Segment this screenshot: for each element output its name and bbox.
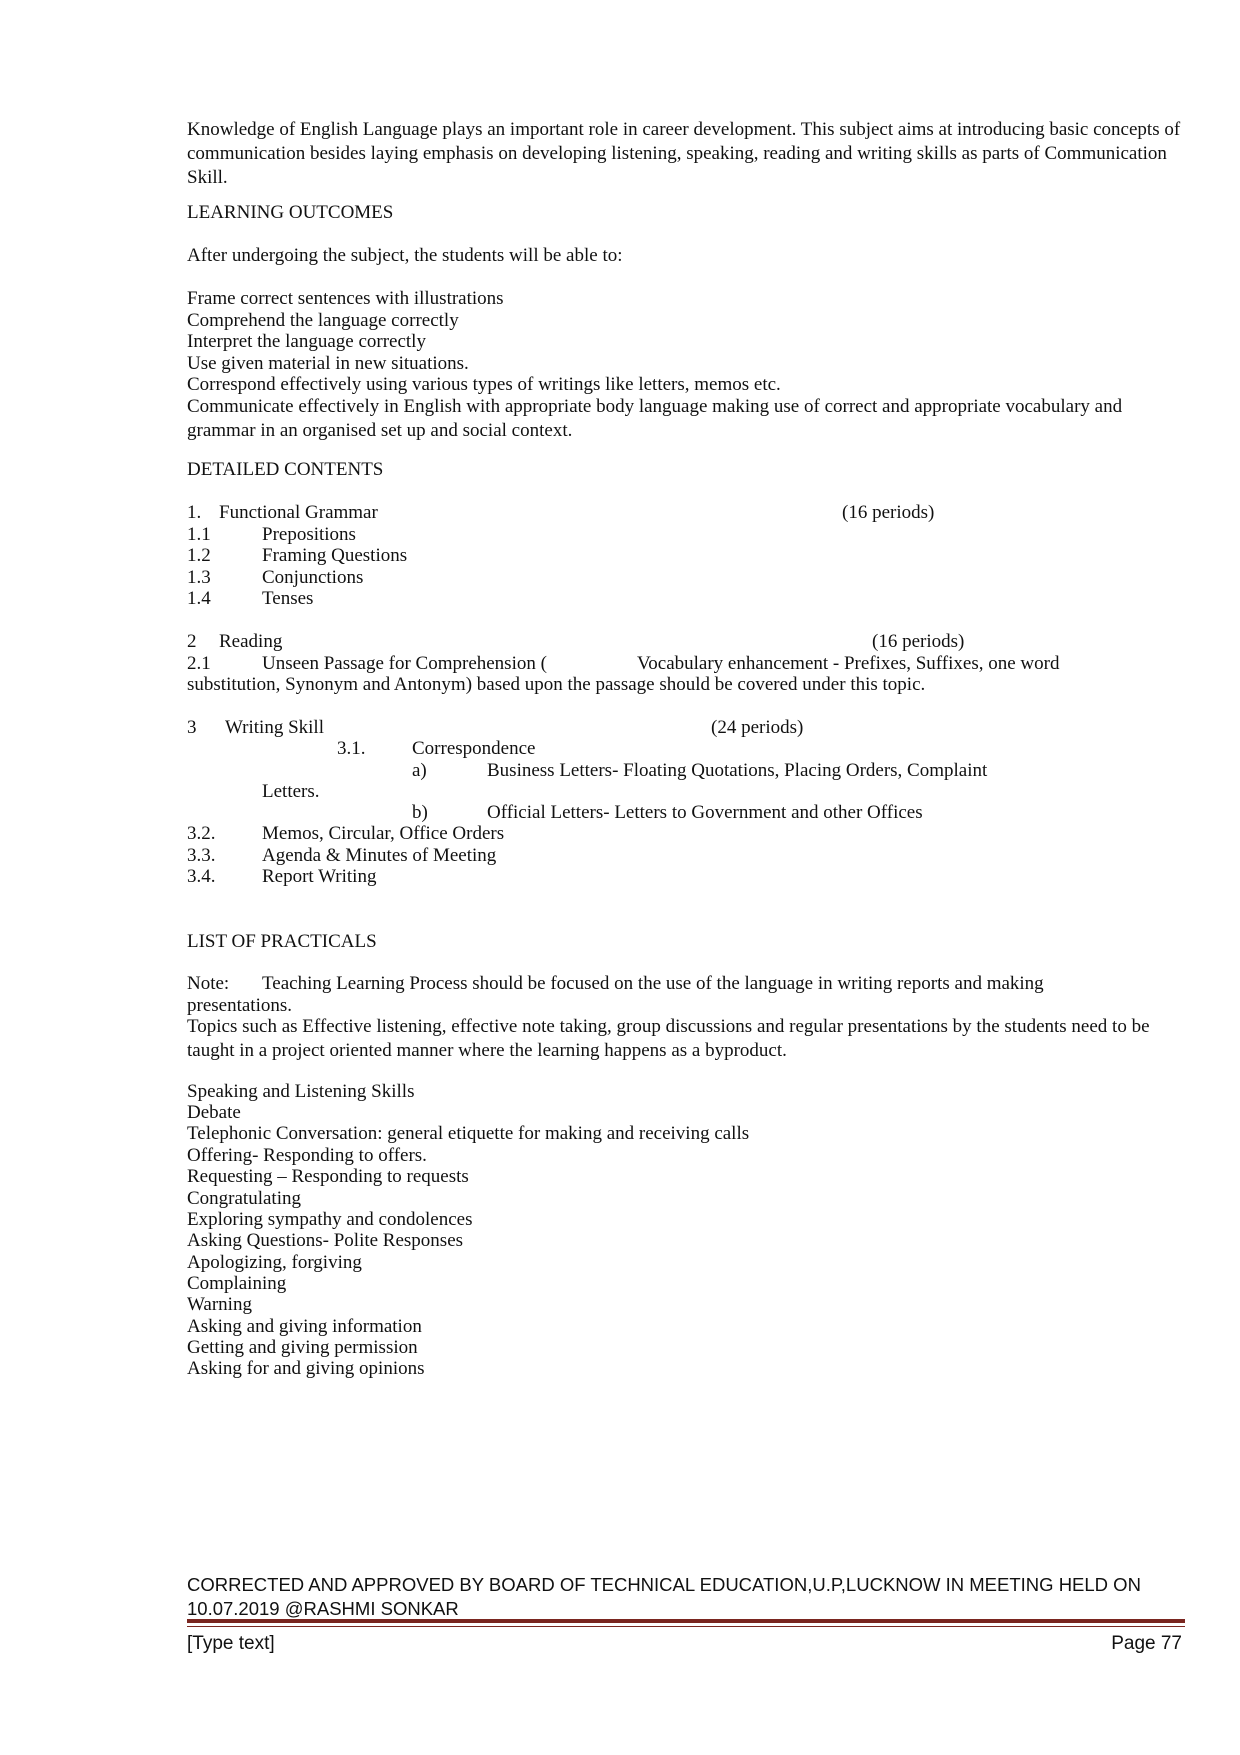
outcome-item: Correspond effectively using various types of writings like letters, memos etc. [187, 374, 781, 395]
unit-periods: (16 periods) [872, 631, 965, 652]
sub-item-label: b) [412, 802, 428, 823]
footer-left-text: [Type text] [187, 1633, 275, 1654]
unit-number: 2 [187, 631, 197, 652]
item-number: 3.1. [337, 738, 366, 759]
item-text: Vocabulary enhancement - Prefixes, Suffixes, one word [637, 653, 1060, 674]
item-number: 3.2. [187, 823, 216, 844]
intro-paragraph: Knowledge of English Language plays an important role in career development. This subject aims at introducing basic concepts of communication besides laying emphasis on developing listening, speaking, reading and writing skills as parts of Communication Skill. [187, 119, 1181, 188]
item-number: 1.3 [187, 567, 211, 588]
sub-item-text: Letters. [262, 781, 320, 802]
learning-outcomes-lead: After undergoing the subject, the students will be able to: [187, 245, 623, 266]
item-number: 3.3. [187, 845, 216, 866]
practical-item: Asking and giving information [187, 1316, 422, 1337]
item-text: Framing Questions [262, 545, 408, 566]
practical-item: Exploring sympathy and condolences [187, 1209, 473, 1230]
note-label: Note: [187, 973, 230, 994]
item-text: Unseen Passage for Comprehension ( [262, 653, 547, 674]
footer-rule-thin [187, 1626, 1185, 1627]
learning-outcomes-heading: LEARNING OUTCOMES [187, 202, 394, 223]
sub-item-label: a) [412, 760, 427, 781]
item-text: Agenda & Minutes of Meeting [262, 845, 497, 866]
practical-item: Getting and giving permission [187, 1337, 418, 1358]
item-text: Report Writing [262, 866, 377, 887]
note-text: presentations. [187, 995, 293, 1016]
footer-rule [187, 1619, 1185, 1623]
practical-item: Speaking and Listening Skills [187, 1081, 415, 1102]
item-text: Memos, Circular, Office Orders [262, 823, 505, 844]
item-number: 2.1 [187, 653, 211, 674]
practical-item: Offering- Responding to offers. [187, 1145, 427, 1166]
outcome-item: Comprehend the language correctly [187, 310, 459, 331]
practicals-heading: LIST OF PRACTICALS [187, 931, 377, 952]
item-text: Conjunctions [262, 567, 364, 588]
note-text: Teaching Learning Process should be focused on the use of the language in writing reports and making [262, 973, 1044, 994]
practical-item: Requesting – Responding to requests [187, 1166, 469, 1187]
sub-item-text: Official Letters- Letters to Government and other Offices [487, 802, 923, 823]
practical-item: Asking for and giving opinions [187, 1358, 425, 1379]
practical-item: Telephonic Conversation: general etiquette for making and receiving calls [187, 1123, 750, 1144]
item-text: Prepositions [262, 524, 356, 545]
item-text: substitution, Synonym and Antonym) based upon the passage should be covered under this topic. [187, 674, 926, 695]
topics-paragraph: Topics such as Effective listening, effective note taking, group discussions and regular presentations by the students need to be taught in a project oriented manner where the learning happens as a byproduct. [187, 1016, 1150, 1061]
unit-periods: (16 periods) [842, 502, 935, 523]
item-number: 1.2 [187, 545, 211, 566]
practical-item: Apologizing, forgiving [187, 1252, 362, 1273]
approval-note: CORRECTED AND APPROVED BY BOARD OF TECHNICAL EDUCATION,U.P,LUCKNOW IN MEETING HELD ON 10.07.2019 @RASHMI SONKAR [187, 1574, 1141, 1619]
detailed-contents-heading: DETAILED CONTENTS [187, 459, 384, 480]
unit-periods: (24 periods) [711, 717, 804, 738]
item-text: Tenses [262, 588, 314, 609]
item-number: 1.1 [187, 524, 211, 545]
unit-title: Reading [219, 631, 283, 652]
item-text: Correspondence [412, 738, 536, 759]
practical-item: Asking Questions- Polite Responses [187, 1230, 464, 1251]
outcome-item: Use given material in new situations. [187, 353, 469, 374]
practical-item: Congratulating [187, 1188, 301, 1209]
sub-item-text: Business Letters- Floating Quotations, Placing Orders, Complaint [487, 760, 988, 781]
outcome-item: Frame correct sentences with illustrations [187, 288, 504, 309]
item-number: 3.4. [187, 866, 216, 887]
unit-title: Functional Grammar [219, 502, 378, 523]
practical-item: Warning [187, 1294, 252, 1315]
outcome-item: Interpret the language correctly [187, 331, 426, 352]
practical-item: Debate [187, 1102, 241, 1123]
practical-item: Complaining [187, 1273, 287, 1294]
page-number: Page 77 [1111, 1633, 1182, 1654]
unit-number: 3 [187, 717, 197, 738]
unit-number: 1. [187, 502, 202, 523]
unit-title: Writing Skill [225, 717, 324, 738]
outcome-item: Communicate effectively in English with appropriate body language making use of correct and appropriate vocabulary and grammar in an organised set up and social context. [187, 396, 1123, 441]
item-number: 1.4 [187, 588, 211, 609]
